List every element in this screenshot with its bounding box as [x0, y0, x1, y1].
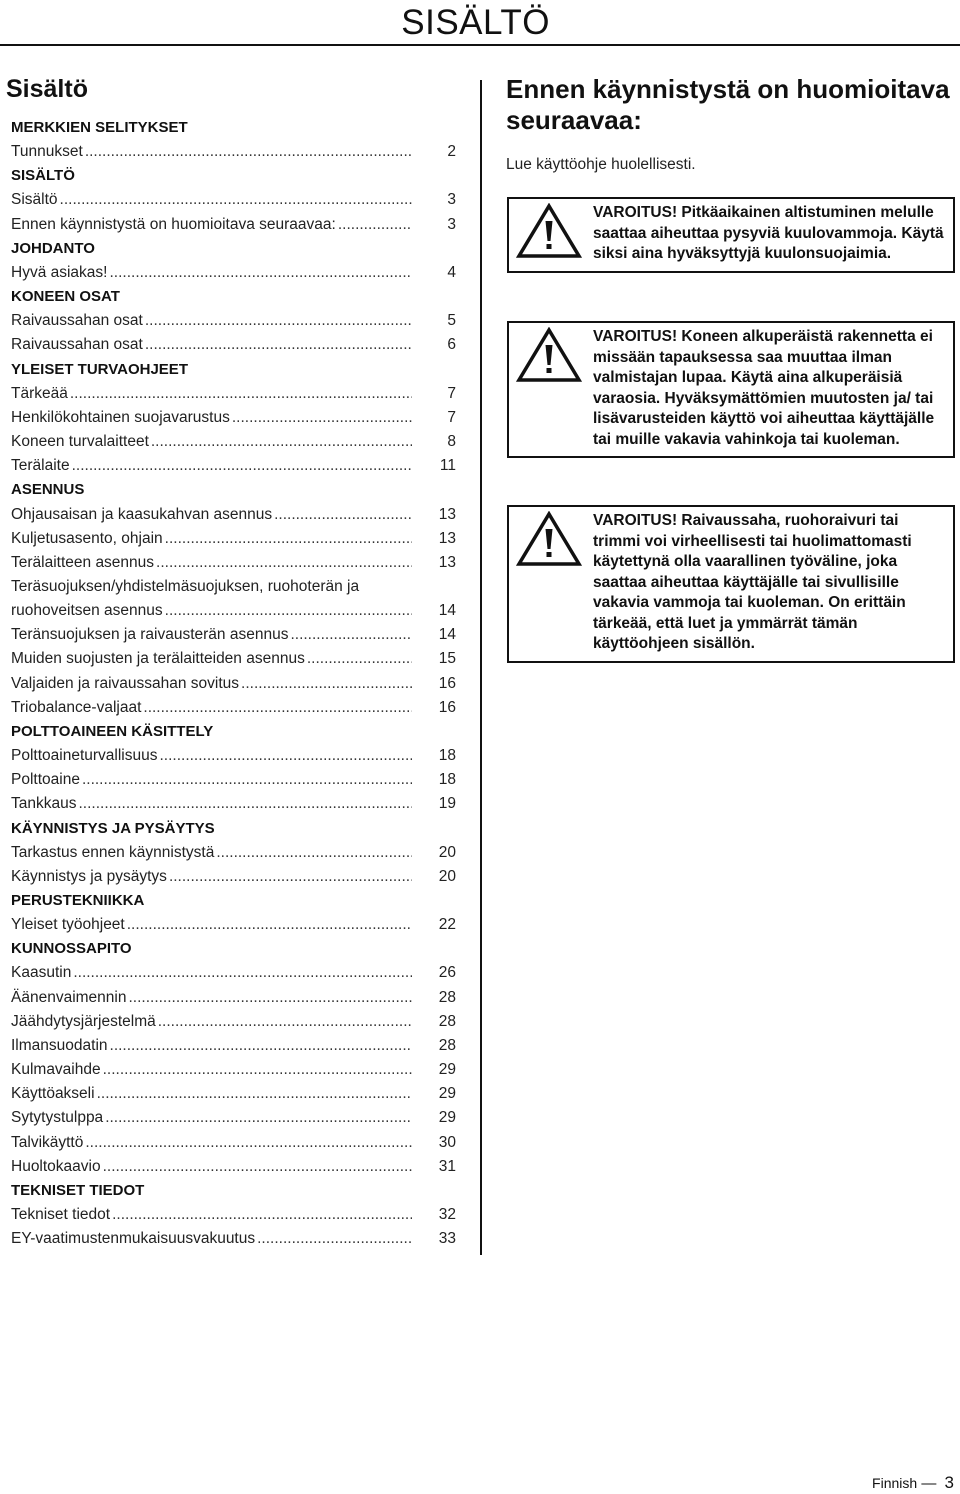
footer-language: Finnish — [872, 1475, 918, 1491]
dot-leader — [145, 309, 412, 333]
toc-entry — [11, 1227, 456, 1251]
dot-leader — [257, 1227, 412, 1251]
dot-leader — [110, 1034, 412, 1058]
toc-entry-text: EY-vaatimustenmukaisuusvakuutus — [11, 1230, 256, 1248]
dot-leader — [127, 913, 412, 937]
toc-entry-text: Valjaiden ja raivaussahan sovitus — [11, 674, 240, 692]
toc-entry — [11, 744, 456, 768]
toc-entry-text: Kaasutin — [11, 964, 72, 982]
dot-leader — [274, 503, 412, 527]
toc-page-number: 2 — [447, 143, 456, 161]
page-footer — [872, 1473, 954, 1494]
toc-entry — [11, 672, 456, 696]
toc-page-number: 16 — [438, 674, 456, 692]
toc-entry — [11, 140, 456, 164]
toc-entry — [11, 1131, 456, 1155]
warning-text: VAROITUS! Raivaussaha, ruohoraivuri tai trimmi voi virheellisesti tai huolimattomasti käytettynä olla vaarallinen työväline, joka saattaa aiheuttaa käyttäjälle tai sivullisille vakavia vammoja tai kuoleman. On erittäin tärkeää, että luet ja ymmärrät tämän käyttöohjeen sisällön. — [593, 512, 912, 652]
toc-page-number: 5 — [447, 312, 456, 330]
toc-entry-text: Muiden suojusten ja terälaitteiden asennus — [11, 650, 305, 668]
toc-page-number: 14 — [438, 626, 456, 644]
dot-leader — [103, 1058, 412, 1082]
toc-entry — [11, 647, 456, 671]
toc-page-number: 13 — [438, 505, 456, 523]
toc-page-number: 13 — [438, 529, 456, 547]
toc-entry — [11, 913, 456, 937]
toc-page-number: 18 — [438, 771, 456, 789]
toc-entry-text: Jäähdytysjärjestelmä — [11, 1012, 156, 1030]
toc-page-number: 20 — [438, 843, 456, 861]
toc-entry — [11, 1010, 456, 1034]
toc-entry — [11, 1106, 456, 1130]
toc-entry — [11, 865, 456, 889]
toc-entry — [11, 527, 456, 551]
toc-entry — [11, 1155, 456, 1179]
toc-entry — [11, 503, 456, 527]
header-rule — [0, 44, 960, 46]
toc-page-number: 8 — [447, 433, 456, 451]
toc-entry — [11, 1082, 456, 1106]
dot-leader — [158, 1010, 412, 1034]
toc-entry-text: ruohoveitsen asennus — [11, 602, 163, 620]
toc-entry-text: Yleiset työohjeet — [11, 916, 125, 934]
toc-entry-text: Talvikäyttö — [11, 1133, 84, 1151]
dot-leader — [159, 744, 412, 768]
toc-entry-text: Käynnistys ja pysäytys — [11, 867, 167, 885]
toc-entry — [11, 575, 456, 623]
toc-section-heading: ASENNUS — [11, 481, 85, 499]
dot-leader — [103, 1155, 412, 1179]
toc-entry-text: Ohjausaisan ja kaasukahvan asennus — [11, 505, 273, 523]
toc-entry-text: Teränsuojuksen ja raivausterän asennus — [11, 626, 289, 644]
toc-section-heading: JOHDANTO — [11, 239, 95, 257]
toc-entry — [11, 551, 456, 575]
warning-triangle-icon — [516, 203, 582, 259]
dot-leader — [78, 792, 412, 816]
toc-page-number: 3 — [447, 191, 456, 209]
toc-entry — [11, 430, 456, 454]
toc-entry-text: Terälaitteen asennus — [11, 553, 155, 571]
toc-entry — [11, 261, 456, 285]
toc-page-number: 22 — [438, 916, 456, 934]
toc-entry — [11, 841, 456, 865]
dot-leader — [112, 1203, 412, 1227]
toc-page-number: 18 — [438, 747, 456, 765]
toc-entry — [11, 986, 456, 1010]
dot-leader — [70, 382, 412, 406]
toc-section-heading: SISÄLTÖ — [11, 167, 75, 185]
toc-entry-text: Tärkeää — [11, 384, 68, 402]
toc-entry-text: Kuljetusasento, ohjain — [11, 529, 163, 547]
dot-leader — [165, 527, 412, 551]
dot-leader — [307, 647, 412, 671]
dot-leader — [143, 696, 412, 720]
dot-leader — [105, 1106, 412, 1130]
toc-page-number: 11 — [439, 457, 456, 475]
toc-section-heading: KÄYNNISTYS JA PYSÄYTYS — [11, 819, 215, 837]
toc-entry — [11, 961, 456, 985]
toc-page-number: 31 — [438, 1157, 456, 1175]
toc-page-number: 15 — [438, 650, 456, 668]
toc-page-number: 7 — [447, 384, 456, 402]
toc-page-number: 28 — [438, 988, 456, 1006]
toc-page-number: 6 — [447, 336, 456, 354]
toc-entry-text: Käyttöakseli — [11, 1085, 95, 1103]
toc-section-heading: TEKNISET TIEDOT — [11, 1181, 145, 1199]
dot-leader — [85, 1131, 412, 1155]
toc-entry-text: Sytytystulppa — [11, 1109, 104, 1127]
dot-leader — [216, 841, 412, 865]
toc-entry — [11, 1058, 456, 1082]
toc-entry-row — [11, 599, 456, 623]
toc-page-number: 26 — [438, 964, 456, 982]
toc-section-heading: KUNNOSSAPITO — [11, 940, 132, 958]
dot-leader — [156, 551, 412, 575]
column-divider — [480, 80, 482, 1255]
toc-entry-text: Triobalance-valjaat — [11, 698, 142, 716]
toc-entry-text: Hyvä asiakas! — [11, 263, 108, 281]
toc-page-number: 29 — [438, 1061, 456, 1079]
toc-page-number: 29 — [438, 1109, 456, 1127]
page-number: 3 — [944, 1473, 954, 1492]
dot-leader — [72, 454, 412, 478]
warning-triangle-icon — [516, 511, 582, 567]
dot-leader — [241, 672, 412, 696]
warning-text: VAROITUS! Koneen alkuperäistä rakennetta ei missään tapauksessa saa muuttaa ilman valmistajan lupaa. Käytä aina alkuperäisiä varaosia. Hyväksymättömien muutosten ja/ tai lisävarusteiden käyttö voi aiheuttaa käyttäjälle tai muille vakavia vahinkoja tai kuoleman. — [593, 328, 935, 448]
toc-page-number: 7 — [447, 408, 456, 426]
page-title: SISÄLTÖ — [401, 3, 550, 42]
dot-leader — [151, 430, 412, 454]
toc-entry-text: Ennen käynnistystä on huomioitava seuraavaa: — [11, 215, 336, 233]
dot-leader — [109, 261, 412, 285]
toc-entry — [11, 188, 456, 212]
toc-entry — [11, 382, 456, 406]
toc-entry — [11, 454, 456, 478]
toc-section-heading: YLEISET TURVAOHJEET — [11, 360, 188, 378]
toc-page-number: 33 — [438, 1230, 456, 1248]
toc-entry — [11, 792, 456, 816]
warning-box — [507, 321, 955, 458]
toc-entry — [11, 333, 456, 357]
toc-list — [11, 116, 456, 1251]
toc-entry — [11, 309, 456, 333]
toc-page-number: 28 — [438, 1036, 456, 1054]
dot-leader — [338, 213, 412, 237]
toc-entry-text: Polttoaineturvallisuus — [11, 747, 158, 765]
toc-entry-text: Äänenvaimennin — [11, 988, 127, 1006]
dot-leader — [128, 986, 412, 1010]
toc-entry-text: Tekniset tiedot — [11, 1206, 111, 1224]
warning-box — [507, 505, 955, 663]
preface-intro: Lue käyttöohje huolellisesti. — [506, 156, 696, 173]
toc-page-number: 14 — [438, 602, 456, 620]
toc-entry-text: Tunnukset — [11, 143, 83, 161]
toc-section-heading: PERUSTEKNIIKKA — [11, 892, 145, 909]
dot-leader — [82, 768, 412, 792]
toc-entry-text: Sisältö — [11, 191, 58, 209]
toc-entry-text: Raivaussahan osat — [11, 336, 143, 354]
toc-entry-text: Ilmansuodatin — [11, 1036, 108, 1054]
dot-leader — [290, 623, 412, 647]
toc-entry — [11, 213, 456, 237]
toc-entry-text: Raivaussahan osat — [11, 312, 143, 330]
dot-leader — [169, 865, 412, 889]
warning-box — [507, 197, 955, 273]
toc-entry-text: Koneen turvalaitteet — [11, 433, 149, 451]
toc-page-number: 13 — [438, 553, 456, 571]
dot-leader — [232, 406, 412, 430]
preface-heading: Ennen käynnistystä on huomioitava seuraavaa: — [506, 74, 950, 135]
toc-page-number: 4 — [447, 263, 456, 281]
warning-text: VAROITUS! Pitkäaikainen altistuminen melulle saattaa aiheuttaa pysyviä kuulovammoja. Käytä siksi aina hyväksyttyjä kuulonsuojaimia. — [593, 204, 944, 262]
dot-leader — [85, 140, 412, 164]
toc-entry — [11, 768, 456, 792]
toc-entry-text: Tarkastus ennen käynnistystä — [11, 843, 215, 861]
toc-entry-text-line: Teräsuojuksen/yhdistelmäsuojuksen, ruohoterän ja — [11, 577, 360, 595]
toc-section-heading: POLTTOAINEEN KÄSITTELY — [11, 722, 214, 740]
toc-entry — [11, 623, 456, 647]
preface-column — [506, 74, 956, 176]
toc-entry — [11, 1034, 456, 1058]
toc-page-number: 3 — [447, 215, 456, 233]
toc-entry — [11, 696, 456, 720]
dot-leader — [165, 599, 412, 623]
toc-page-number: 16 — [438, 698, 456, 716]
toc-page-number: 28 — [438, 1012, 456, 1030]
toc-entry-text: Terälaite — [11, 457, 70, 475]
toc-entry-text: Kulmavaihde — [11, 1061, 101, 1079]
toc-entry — [11, 406, 456, 430]
dot-leader — [97, 1082, 412, 1106]
toc-entry — [11, 1203, 456, 1227]
dot-leader — [145, 333, 412, 357]
toc-page-number: 30 — [438, 1133, 456, 1151]
footer-separator: — — [921, 1475, 937, 1492]
toc-section-heading: MERKKIEN SELITYKSET — [11, 119, 188, 136]
page-header — [0, 0, 960, 47]
toc-page-number: 20 — [438, 867, 456, 885]
toc-page-number: 32 — [438, 1206, 456, 1224]
toc-section-heading: KONEEN OSAT — [11, 288, 120, 306]
toc-entry-text: Polttoaine — [11, 771, 80, 789]
toc-heading: Sisältö — [6, 75, 88, 103]
toc-entry-text: Henkilökohtainen suojavarustus — [11, 408, 230, 426]
table-of-contents — [6, 74, 456, 1251]
toc-page-number: 19 — [438, 795, 456, 813]
dot-leader — [60, 188, 412, 212]
toc-entry-text: Huoltokaavio — [11, 1157, 101, 1175]
toc-entry-text: Tankkaus — [11, 795, 77, 813]
warning-triangle-icon — [516, 327, 582, 383]
toc-page-number: 29 — [438, 1085, 456, 1103]
dot-leader — [73, 961, 412, 985]
